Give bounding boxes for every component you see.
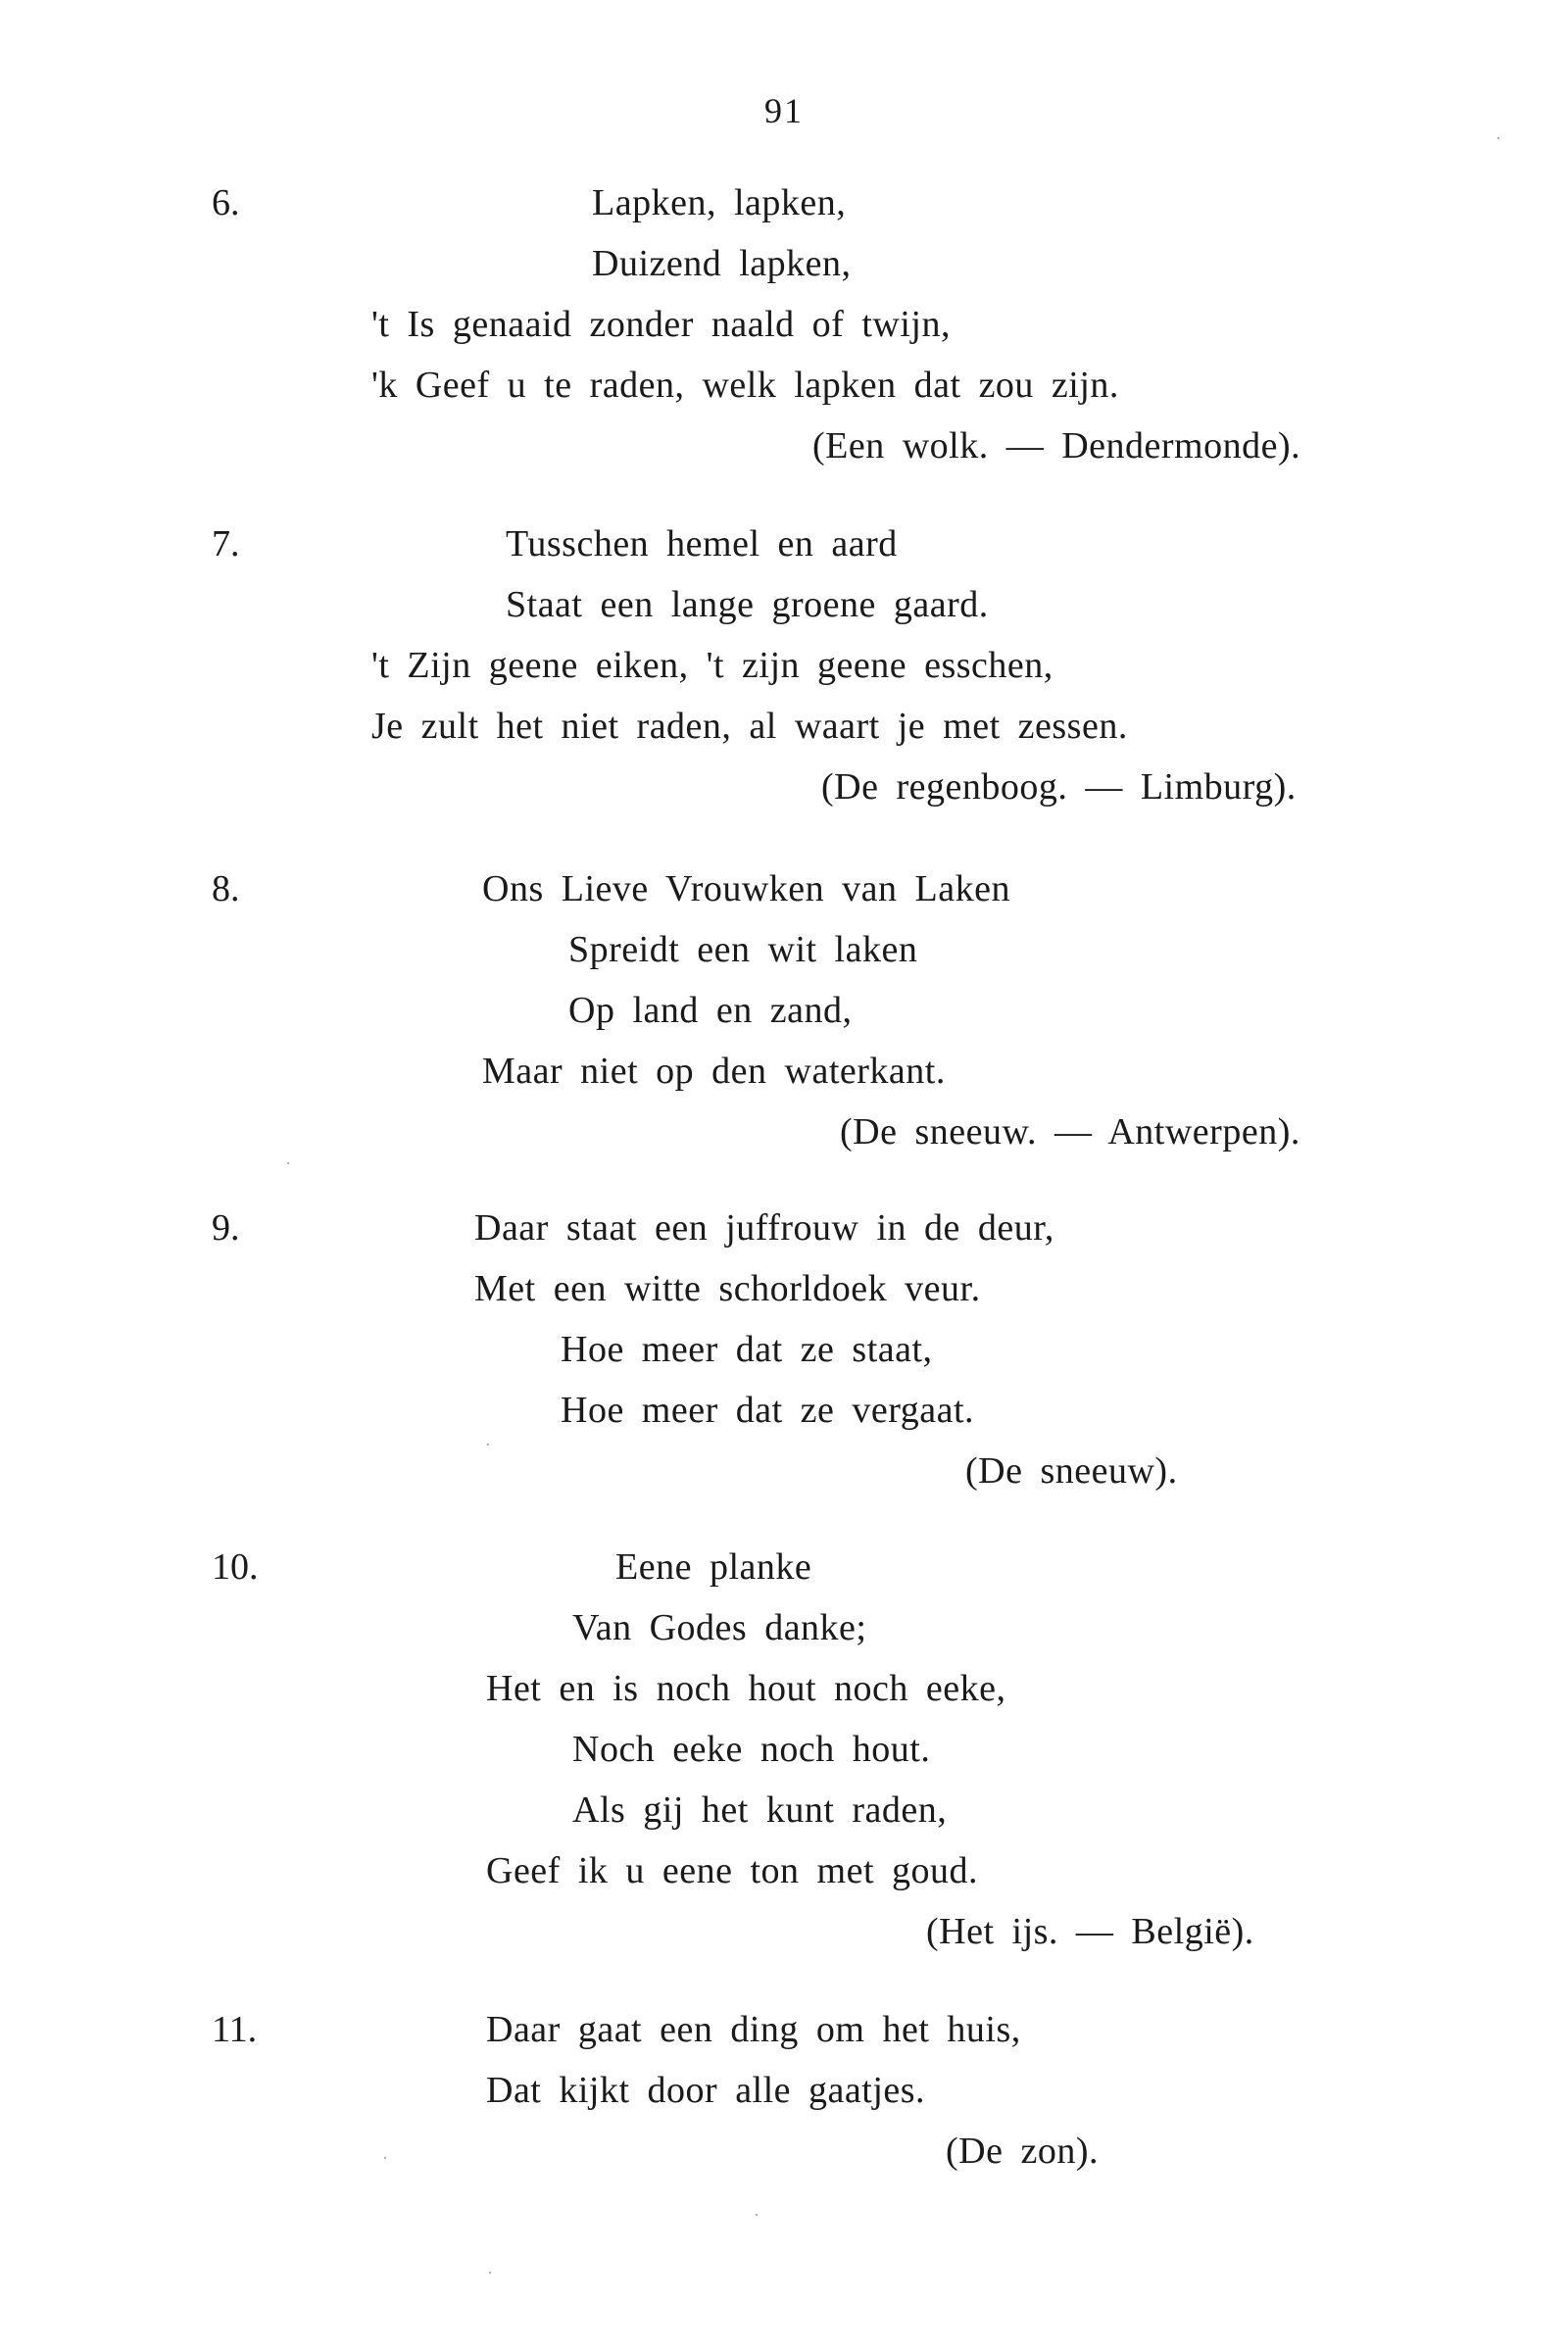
riddle-number: 10. — [212, 1546, 259, 1588]
riddle-line: Spreidt een wit laken — [568, 929, 918, 970]
riddle-line: Als gij het kunt raden, — [572, 1789, 948, 1831]
riddle-line: Met een witte schorldoek veur. — [474, 1268, 981, 1309]
riddle-source: (Het ijs. — België). — [926, 1911, 1254, 1952]
scan-speck — [287, 1162, 289, 1164]
riddle-line: Daar gaat een ding om het huis, — [486, 2009, 1021, 2050]
riddle-line: Geef ik u eene ton met goud. — [486, 1850, 979, 1891]
scan-speck — [1497, 137, 1499, 139]
scan-speck — [489, 2272, 491, 2274]
scan-speck — [384, 2157, 386, 2159]
riddle-number: 8. — [212, 868, 240, 909]
riddle-line: Dat kijkt door alle gaatjes. — [486, 2070, 926, 2111]
riddle-number: 11. — [212, 2009, 258, 2050]
riddle-source: (De sneeuw. — Antwerpen). — [840, 1111, 1300, 1152]
riddle-number: 7. — [212, 523, 240, 564]
scan-speck — [487, 1444, 489, 1446]
riddle-line: Noch eeke noch hout. — [572, 1729, 931, 1770]
page-number: 91 — [764, 91, 804, 130]
riddle-number: 6. — [212, 182, 240, 223]
riddle-line: 't Zijn geene eiken, 't zijn geene esschen, — [371, 645, 1054, 686]
riddle-line: Staat een lange groene gaard. — [506, 584, 989, 625]
riddle-line: Daar staat een juffrouw in de deur, — [474, 1207, 1054, 1249]
riddle-line: Tusschen hemel en aard — [506, 523, 898, 564]
riddle-source: (De sneeuw). — [965, 1450, 1178, 1492]
riddle-line: Je zult het niet raden, al waart je met zessen. — [371, 706, 1128, 747]
riddle-source: (De regenboog. — Limburg). — [821, 766, 1297, 808]
riddle-number: 9. — [212, 1207, 240, 1249]
riddle-line: 't Is genaaid zonder naald of twijn, — [371, 304, 951, 345]
riddle-line: Het en is noch hout noch eeke, — [486, 1668, 1006, 1709]
riddle-line: Van Godes danke; — [572, 1607, 867, 1648]
riddle-line: Lapken, lapken, — [592, 182, 847, 223]
riddle-line: Hoe meer dat ze vergaat. — [561, 1390, 975, 1431]
riddle-line: 'k Geef u te raden, welk lapken dat zou zijn. — [371, 365, 1119, 406]
riddle-line: Maar niet op den waterkant. — [482, 1051, 946, 1092]
riddle-line: Op land en zand, — [568, 990, 853, 1031]
riddle-line: Ons Lieve Vrouwken van Laken — [482, 868, 1010, 909]
riddle-line: Hoe meer dat ze staat, — [561, 1329, 933, 1370]
riddle-source: (Een wolk. — Dendermonde). — [812, 425, 1301, 466]
riddle-line: Eene planke — [615, 1546, 812, 1588]
scan-speck — [756, 2214, 758, 2216]
riddle-line: Duizend lapken, — [592, 243, 852, 284]
riddle-source: (De zon). — [946, 2131, 1099, 2172]
